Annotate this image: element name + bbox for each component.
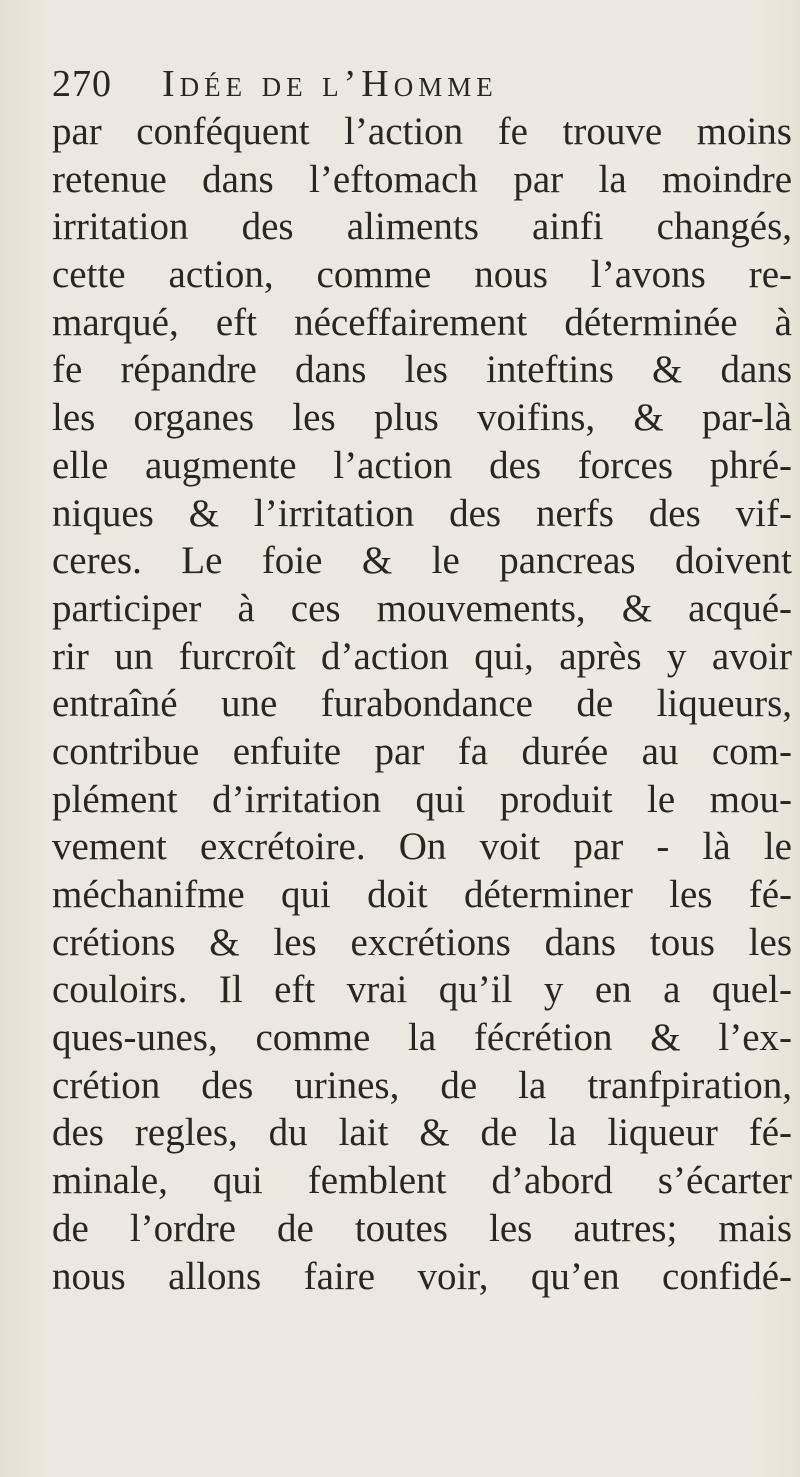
text-line: vement excrétoire. On voit par - là le	[52, 825, 792, 869]
body-text	[52, 108, 792, 1300]
text-line: participer à ces mouvements, & acqué-	[52, 586, 792, 630]
text-line: minale, qui femblent d’abord s’écarter	[52, 1159, 792, 1203]
running-title: Idée de l’Homme	[162, 63, 498, 105]
text-line: couloirs. Il eft vrai qu’il y en a quel-	[52, 968, 792, 1012]
text-line: marqué, eft néceffairement déterminée à	[52, 300, 792, 344]
text-line: crétions & les excrétions dans tous les	[52, 920, 792, 964]
text-line: ques-unes, comme la fécrétion & l’ex-	[52, 1016, 792, 1060]
text-line: entraîné une furabondance de liqueurs,	[52, 682, 792, 726]
running-head	[52, 62, 498, 112]
text-line: les organes les plus voifins, & par-là	[52, 396, 792, 440]
text-line: par conféquent l’action fe trouve moins	[52, 110, 792, 153]
text-line: cette action, comme nous l’avons re-	[52, 253, 792, 297]
text-line: irritation des aliments ainfi changés,	[52, 205, 792, 249]
page-number: 270	[52, 63, 112, 105]
text-line: nous allons faire voir, qu’en confidé-	[52, 1254, 792, 1298]
text-line: plément d’irritation qui produit le mou-	[52, 777, 792, 821]
text-line: fe répandre dans les inteftins & dans	[52, 348, 792, 392]
text-line: des regles, du lait & de la liqueur fé-	[52, 1111, 792, 1155]
text-line: ceres. Le foie & le pancreas doivent	[52, 539, 792, 583]
text-line: contribue enfuite par fa durée au com-	[52, 729, 792, 773]
text-line: rir un furcroît d’action qui, après y avoir	[52, 634, 792, 678]
text-line: niques & l’irritation des nerfs des vif-	[52, 491, 792, 535]
text-line: elle augmente l’action des forces phré-	[52, 443, 792, 487]
text-line: crétion des urines, de la tranfpiration,	[52, 1063, 792, 1107]
text-line: méchanifme qui doit déterminer les fé-	[52, 873, 792, 916]
text-line: de l’ordre de toutes les autres; mais	[52, 1206, 792, 1250]
text-line: retenue dans l’eftomach par la moindre	[52, 157, 792, 201]
